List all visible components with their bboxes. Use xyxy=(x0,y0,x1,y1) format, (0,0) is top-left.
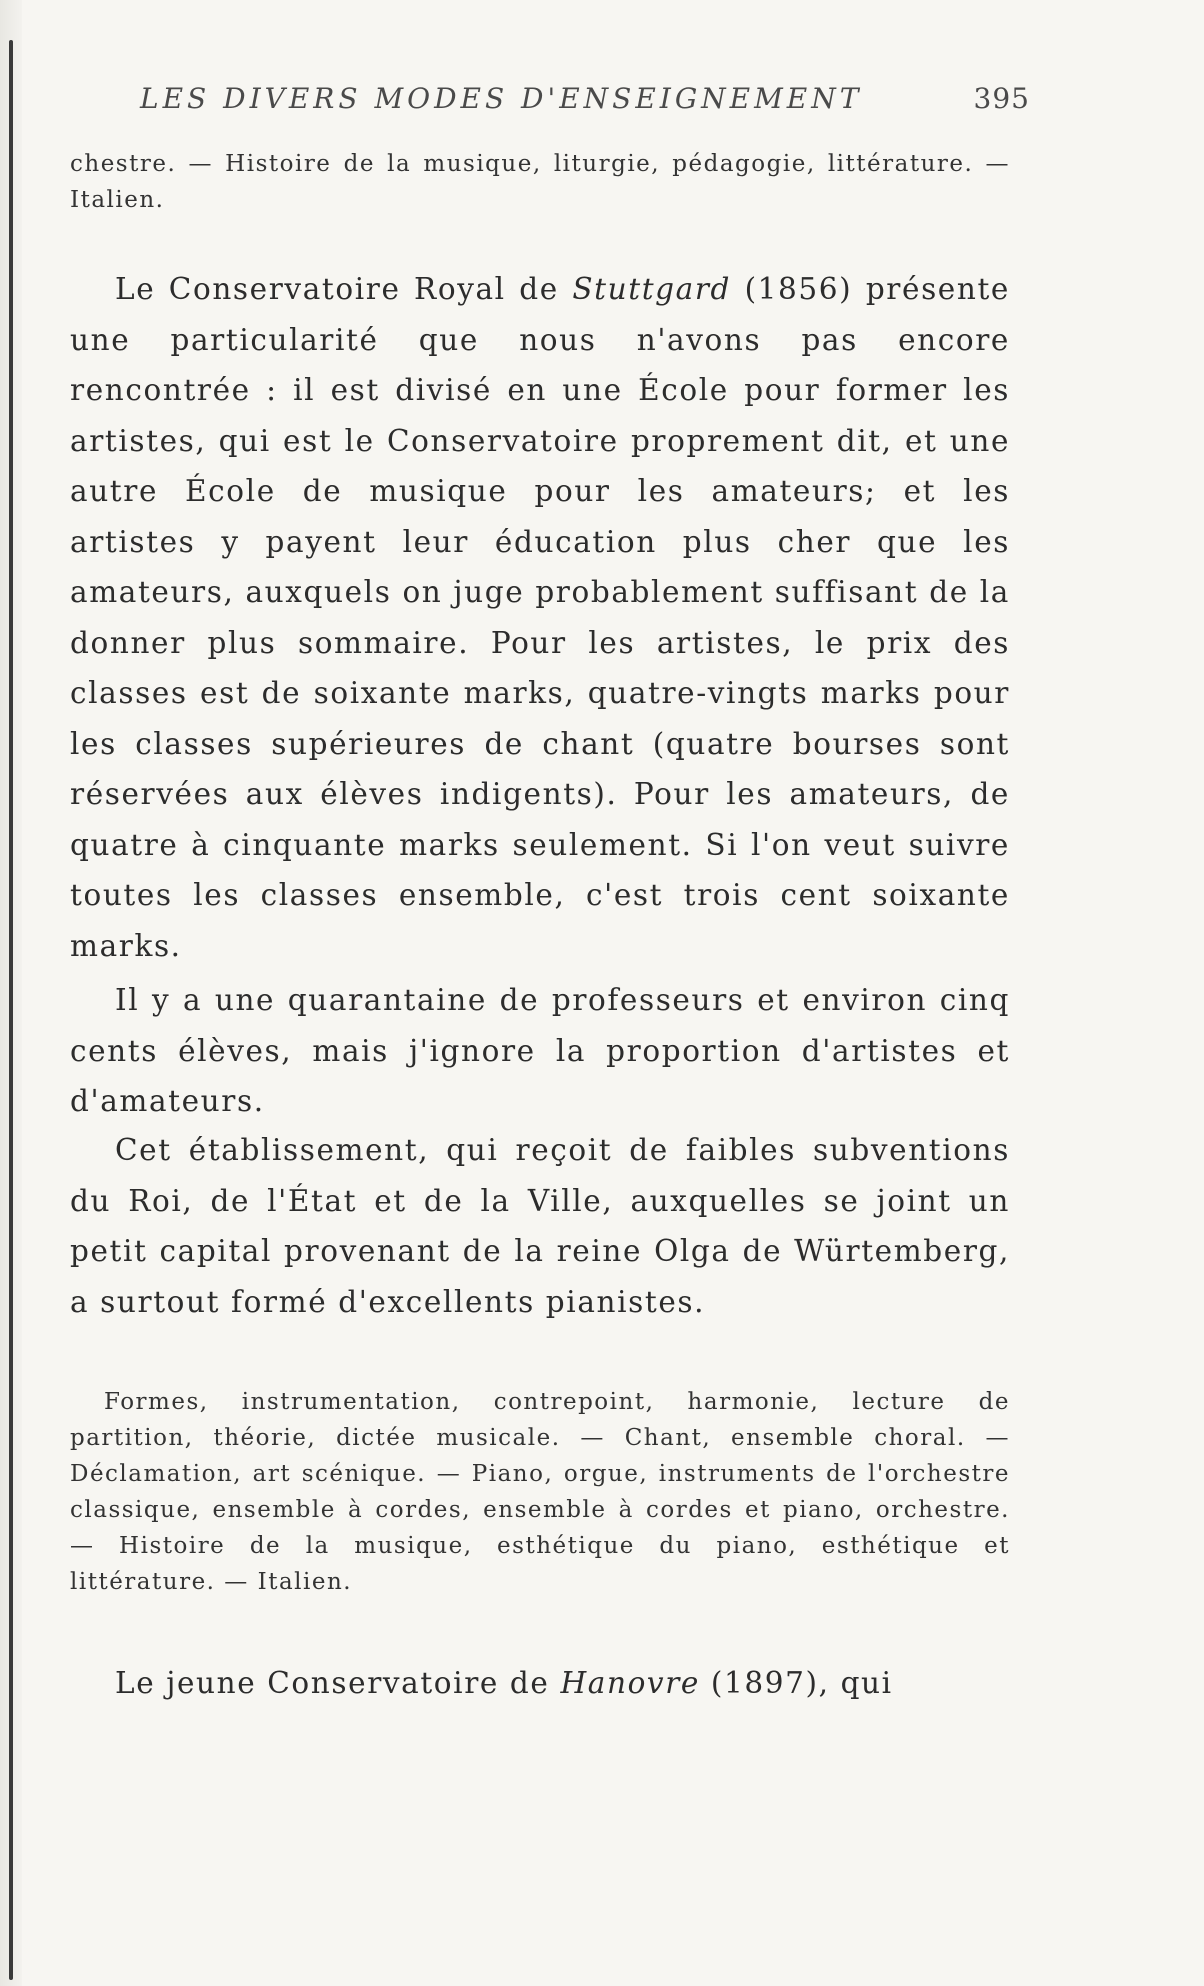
paragraph-professeurs-text: Il y a une quarantaine de professeurs et environ cinq cents élèves, mais j'ignore la proportion d'artistes et d'amateurs. xyxy=(70,983,1010,1118)
curriculum-continuation-text: chestre. — Histoire de la musique, liturgie, pédagogie, littérature. — Italien. xyxy=(70,151,1010,213)
curriculum-hanovre xyxy=(70,1384,1010,1600)
city-name-stuttgard: Stuttgard xyxy=(572,272,732,306)
header-title: LES DIVERS MODES D'ENSEIGNEMENT xyxy=(140,82,863,115)
running-header xyxy=(140,82,1030,122)
paragraph-professeurs xyxy=(70,975,1010,1127)
page-number: 395 xyxy=(973,82,1030,115)
paragraph-hanovre xyxy=(70,1658,1010,1709)
stuttgart-text-before: Le Conservatoire Royal de xyxy=(115,272,573,306)
paragraph-stuttgart xyxy=(70,264,1010,971)
stuttgart-text-after: (1856) présente une particularité que nous n'avons pas encore rencontrée : il est divisé en une École pour former les artistes, qui est le Conservatoire proprement dit, et une autre École de musique pour les amateurs; et les artistes y payent leur éducation plus cher que les amateurs, auxquels on juge probablement suffisant de la donner plus sommaire. Pour les artistes, le prix des classes est de soixante marks, quatre-vingts marks pour les classes supérieures de chant (quatre bourses sont réservées aux élèves indigents). Pour les amateurs, de quatre à cinquante marks seulement. Si l'on veut suivre toutes les classes ensemble, c'est trois cent soixante marks. xyxy=(70,272,1010,963)
paragraph-hanovre-text xyxy=(70,1658,1010,1709)
paragraph-etablissement-text: Cet établissement, qui reçoit de faibles subventions du Roi, de l'État et de la Ville, auxquelles se joint un petit capital provenant de la reine Olga de Würtemberg, a surtout formé d'excellents pianistes. xyxy=(70,1133,1010,1319)
hanovre-text-before: Le jeune Conservatoire de xyxy=(115,1666,561,1700)
binding-shadow-line xyxy=(9,40,13,1980)
hanovre-text-after: (1897), qui xyxy=(699,1666,893,1700)
city-name-hanovre: Hanovre xyxy=(560,1666,700,1700)
paragraph-etablissement xyxy=(70,1125,1010,1327)
curriculum-hanovre-text: Formes, instrumentation, contrepoint, harmonie, lecture de partition, théorie, dictée musicale. — Chant, ensemble choral. — Déclamation, art scénique. — Piano, orgue, instruments de l'orchestre classique, ensemble à cordes, ensemble à cordes et piano, orchestre. — Histoire de la musique, esthétique du piano, esthétique et littérature. — Italien. xyxy=(70,1389,1010,1595)
curriculum-continuation xyxy=(70,146,1010,218)
paragraph-stuttgart-text xyxy=(70,264,1010,971)
